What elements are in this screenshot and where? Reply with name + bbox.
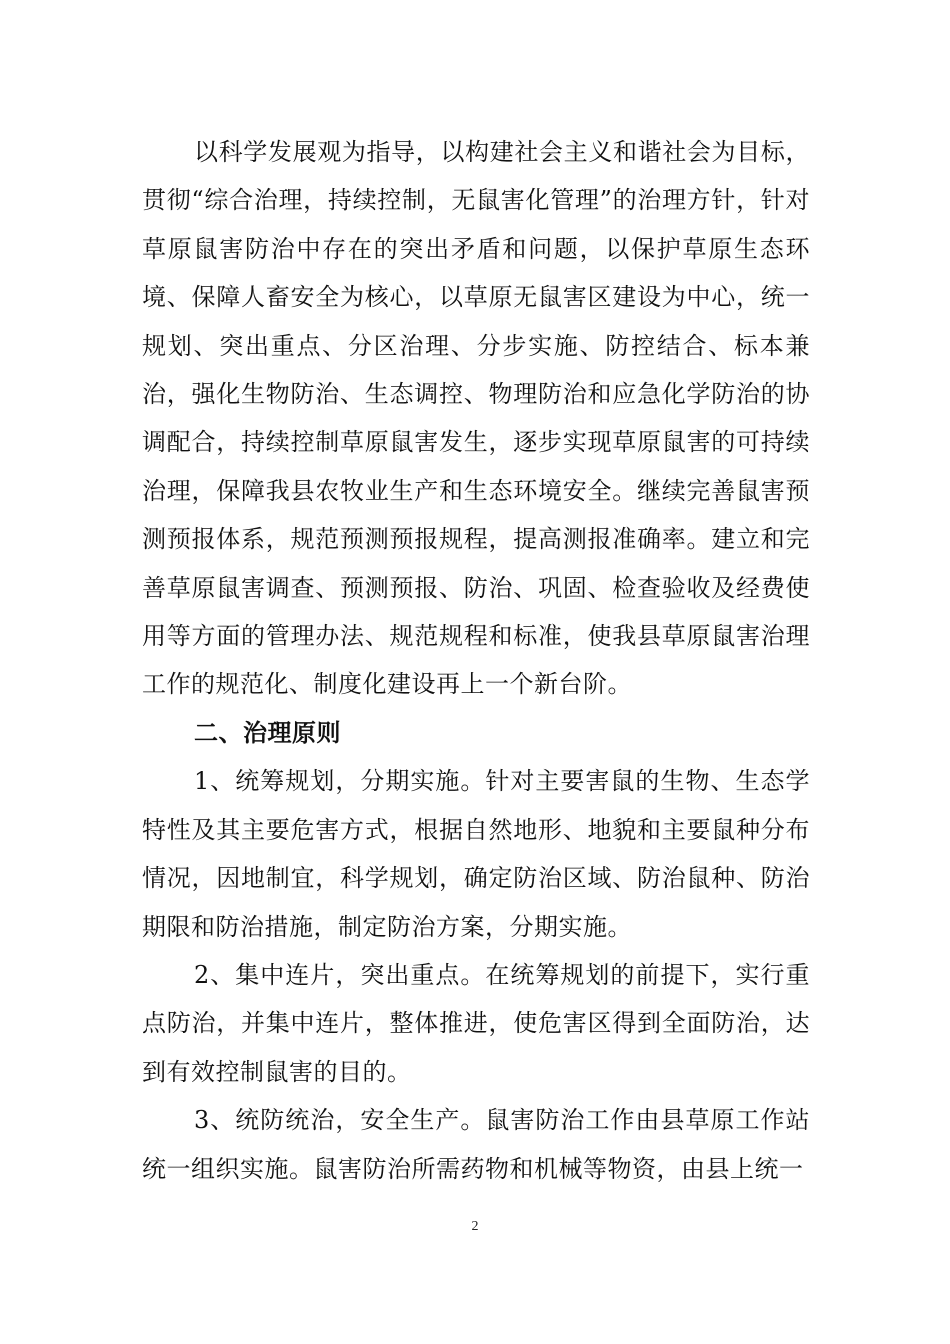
principle-1-paragraph: 1、统筹规划，分期实施。针对主要害鼠的生物、生态学特性及其主要危害方式，根据自然地形、地貌和主要鼠种分布情况，因地制宜，科学规划，确定防治区域、防治鼠种、防治期限和防治措施，制定防治方案，分期实施。 (142, 767, 810, 941)
guiding-paragraph: 以科学发展观为指导，以构建社会主义和谐社会为目标，贯彻“综合治理，持续控制，无鼠害化管理”的治理方针，针对草原鼠害防治中存在的突出矛盾和问题，以保护草原生态环境、保障人畜安全为核心，以草原无鼠害区建设为中心，统一规划、突出重点、分区治理、分步实施、防控结合、标本兼治，强化生物防治、生态调控、物理防治和应急化学防治的协调配合，持续控制草原鼠害发生，逐步实现草原鼠害的可持续治理，保障我县农牧业生产和生态环境安全。继续完善鼠害预测预报体系，规范预测预报规程，提高测报准确率。建立和完善草原鼠害调查、预测预报、防治、巩固、检查验收及经费使用等方面的管理办法、规范规程和标准，使我县草原鼠害治理工作的规范化、制度化建设再上一个新台阶。 (142, 138, 810, 699)
principle-3-paragraph: 3、统防统治，安全生产。鼠害防治工作由县草原工作站统一组织实施。鼠害防治所需药物和机械等物资，由县上统一 (142, 1106, 810, 1183)
page-number: 2 (471, 1219, 479, 1234)
document-body (142, 128, 810, 1193)
principle-2-paragraph: 2、集中连片，突出重点。在统筹规划的前提下，实行重点防治，并集中连片，整体推进，使危害区得到全面防治，达到有效控制鼠害的目的。 (142, 960, 810, 1086)
section-heading: 二、治理原则 (194, 718, 341, 747)
